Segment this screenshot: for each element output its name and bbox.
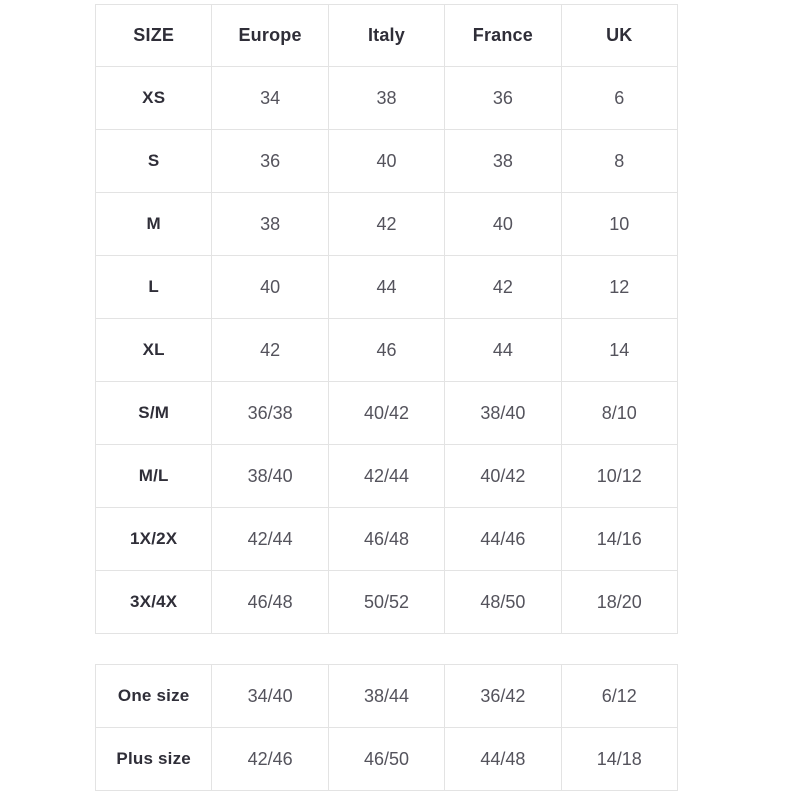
table-row: [96, 382, 678, 445]
table-row: [96, 193, 678, 256]
header-cell-uk: UK: [561, 5, 677, 67]
data-cell: 42: [212, 319, 328, 382]
data-cell: 40: [328, 130, 444, 193]
table-row: [96, 130, 678, 193]
data-cell: 38: [328, 67, 444, 130]
row-label-cell: 1X/2X: [96, 508, 212, 571]
data-cell: 38: [445, 130, 561, 193]
table-row: [96, 256, 678, 319]
row-label-cell: Plus size: [96, 728, 212, 791]
data-cell: 14/16: [561, 508, 677, 571]
data-cell: 40: [212, 256, 328, 319]
data-cell: 44: [445, 319, 561, 382]
data-cell: 14: [561, 319, 677, 382]
data-cell: 6: [561, 67, 677, 130]
data-cell: 38/40: [212, 445, 328, 508]
data-cell: 42: [445, 256, 561, 319]
data-cell: 46/48: [212, 571, 328, 634]
data-cell: 40: [445, 193, 561, 256]
row-label-cell: 3X/4X: [96, 571, 212, 634]
data-cell: 36/42: [445, 665, 561, 728]
data-cell: 18/20: [561, 571, 677, 634]
data-cell: 10: [561, 193, 677, 256]
data-cell: 36: [212, 130, 328, 193]
data-cell: 8: [561, 130, 677, 193]
data-cell: 36/38: [212, 382, 328, 445]
header-cell-europe: Europe: [212, 5, 328, 67]
data-cell: 38/44: [328, 665, 444, 728]
data-cell: 14/18: [561, 728, 677, 791]
row-label-cell: S/M: [96, 382, 212, 445]
row-label-cell: XS: [96, 67, 212, 130]
data-cell: 46/48: [328, 508, 444, 571]
data-cell: 34/40: [212, 665, 328, 728]
data-cell: 8/10: [561, 382, 677, 445]
header-cell-italy: Italy: [328, 5, 444, 67]
data-cell: 12: [561, 256, 677, 319]
data-cell: 46: [328, 319, 444, 382]
data-cell: 10/12: [561, 445, 677, 508]
size-table-header: [96, 5, 678, 67]
row-label-cell: XL: [96, 319, 212, 382]
data-cell: 50/52: [328, 571, 444, 634]
data-cell: 42/46: [212, 728, 328, 791]
data-cell: 42/44: [328, 445, 444, 508]
table-row: [96, 665, 678, 728]
data-cell: 38/40: [445, 382, 561, 445]
data-cell: 42/44: [212, 508, 328, 571]
data-cell: 6/12: [561, 665, 677, 728]
size-table-body: [96, 67, 678, 634]
special-table-body: [96, 665, 678, 791]
data-cell: 46/50: [328, 728, 444, 791]
data-cell: 38: [212, 193, 328, 256]
row-label-cell: M: [96, 193, 212, 256]
header-row: [96, 5, 678, 67]
special-sizes-table: [95, 664, 678, 791]
data-cell: 40/42: [328, 382, 444, 445]
data-cell: 36: [445, 67, 561, 130]
data-cell: 48/50: [445, 571, 561, 634]
data-cell: 40/42: [445, 445, 561, 508]
table-row: [96, 319, 678, 382]
row-label-cell: One size: [96, 665, 212, 728]
data-cell: 44/48: [445, 728, 561, 791]
data-cell: 44/46: [445, 508, 561, 571]
header-cell-france: France: [445, 5, 561, 67]
table-row: [96, 67, 678, 130]
data-cell: 34: [212, 67, 328, 130]
row-label-cell: L: [96, 256, 212, 319]
table-row: [96, 728, 678, 791]
table-row: [96, 508, 678, 571]
table-row: [96, 445, 678, 508]
data-cell: 44: [328, 256, 444, 319]
header-cell-size: SIZE: [96, 5, 212, 67]
row-label-cell: M/L: [96, 445, 212, 508]
data-cell: 42: [328, 193, 444, 256]
row-label-cell: S: [96, 130, 212, 193]
size-conversion-table: [95, 4, 678, 634]
table-row: [96, 571, 678, 634]
